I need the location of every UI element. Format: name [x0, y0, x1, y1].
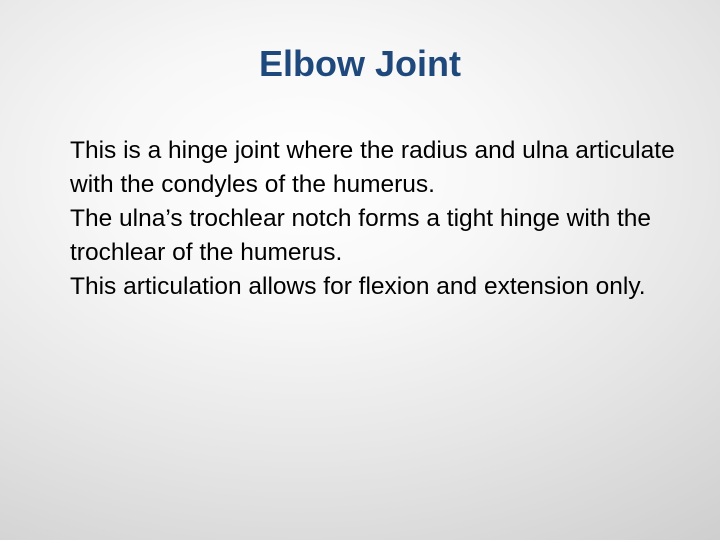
- body-paragraph: This articulation allows for flexion and extension only.: [70, 273, 646, 300]
- body-paragraph: This is a hinge joint where the radius and ulna articulate with the condyles of the humerus.: [70, 137, 675, 198]
- slide-body: [70, 134, 680, 304]
- body-paragraph: The ulna’s trochlear notch forms a tight hinge with the trochlear of the humerus.: [70, 205, 652, 266]
- slide-title: Elbow Joint: [259, 43, 461, 84]
